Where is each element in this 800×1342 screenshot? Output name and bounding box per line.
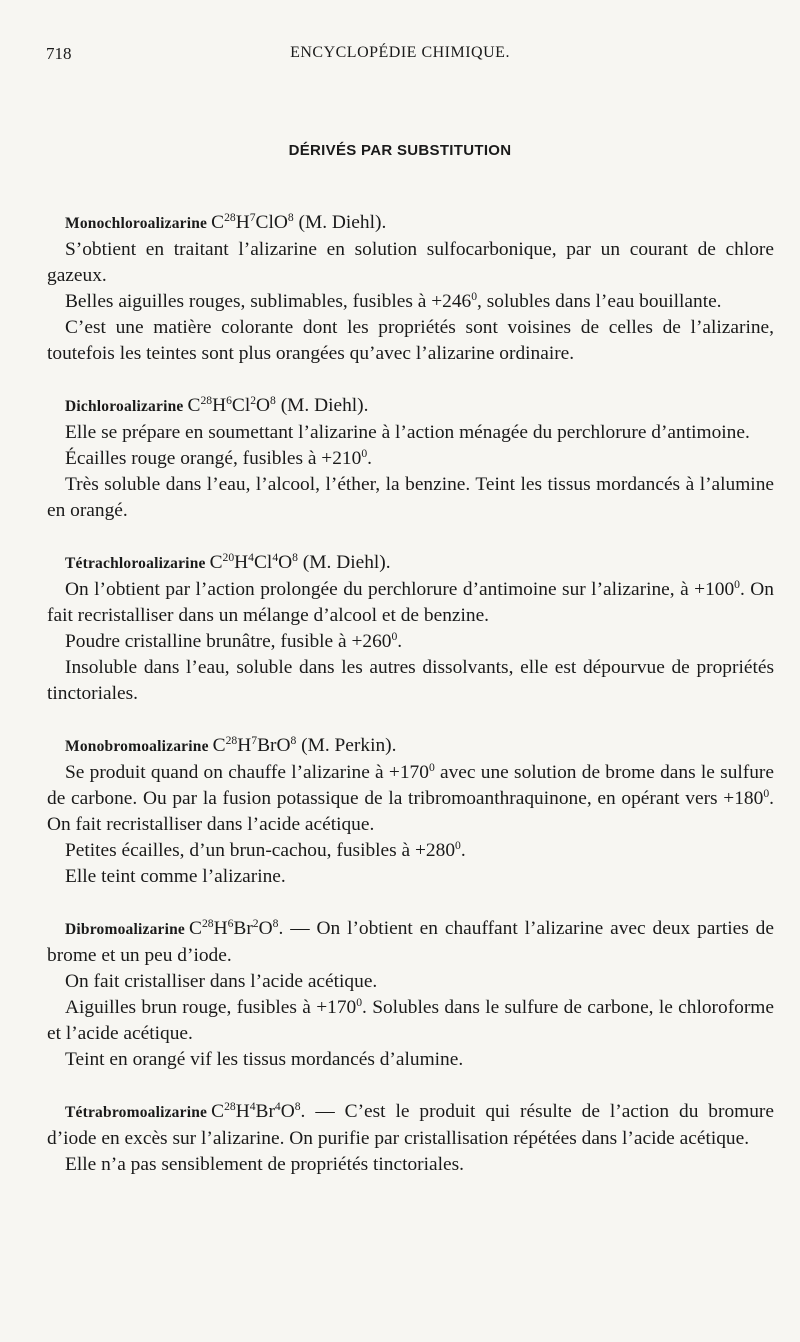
compound-formula: $C^{28}H^7ClO^8$ (M. Diehl). — [211, 211, 387, 233]
entry-paragraph: Elle teint comme l’alizarine. — [65, 866, 286, 887]
entry-heading — [47, 210, 774, 237]
entry-paragraph: Se produit quand on chauffe l’alizarine à $+170^0$ avec une solution de brome dans le sulfure de carbone. Ou par la fusion potassique de la tribromoanthraquinone, en opérant vers $+180^0$. On fait recristalliser dans l’acide acétique. — [47, 761, 774, 835]
entry-paragraph: Poudre cristalline brunâtre, fusible à $+260^0$. — [65, 630, 403, 652]
entry-paragraph: On fait cristalliser dans l’acide acétique. — [65, 971, 378, 992]
article-body — [47, 210, 774, 1178]
entry-paragraph: Aiguilles brun rouge, fusibles à $+170^0$. Solubles dans le sulfure de carbone, le chloroforme et l’acide acétique. — [47, 996, 774, 1044]
entry-heading — [47, 916, 774, 969]
compound-name: Tétrachloroalizarine — [65, 555, 206, 572]
entry-lead-text: — C’est le produit qui résulte de l’action du bromure d’iode en excès sur l’alizarine. On purifie par cristallisation répétées dans l’acide acétique. — [47, 1101, 774, 1149]
compound-entry — [47, 210, 774, 367]
compound-entry — [47, 1099, 774, 1178]
entry-paragraph: C’est une matière colorante dont les propriétés sont voisines de celles de l’alizarine, toutefois les teintes sont plus orangées qu’avec l’alizarine ordinaire. — [47, 317, 774, 364]
compound-name: Tétrabromoalizarine — [65, 1104, 208, 1121]
compound-name: Monobromoalizarine — [65, 738, 209, 755]
compound-name: Monochloroalizarine — [65, 215, 208, 232]
entry-paragraph: Belles aiguilles rouges, sublimables, fusibles à $+246^0$, solubles dans l’eau bouillante. — [65, 290, 722, 312]
compound-entry — [47, 916, 774, 1073]
entry-heading — [47, 550, 774, 577]
entry-heading — [47, 733, 774, 760]
compound-formula: $C^{28}H^6Br^2O^8$. — [189, 917, 284, 939]
entry-lead-text: — On l’obtient en chauffant l’alizarine avec deux parties de brome et un peu d’iode. — [47, 918, 774, 966]
compound-formula: $C^{28}H^7BrO^8$ (M. Perkin). — [212, 734, 397, 756]
compound-formula: $C^{28}H^6Cl^2O^8$ (M. Diehl). — [187, 394, 369, 416]
compound-name: Dichloroalizarine — [65, 398, 184, 415]
compound-formula: $C^{20}H^4Cl^4O^8$ (M. Diehl). — [209, 551, 391, 573]
entry-paragraph: Elle n’a pas sensiblement de propriétés tinctoriales. — [65, 1154, 464, 1175]
entry-paragraph: Elle se prépare en soumettant l’alizarine à l’action ménagée du perchlorure d’antimoine. — [65, 422, 750, 443]
entry-heading — [47, 393, 774, 420]
page-number: 718 — [46, 44, 72, 63]
section-title: DÉRIVÉS PAR SUBSTITUTION — [288, 142, 512, 159]
entry-paragraph: On l’obtient par l’action prolongée du perchlorure d’antimoine sur l’alizarine, à $+100^0$. On fait recristalliser dans un mélange d’alcool et de benzine. — [47, 578, 774, 626]
entry-paragraph: Insoluble dans l’eau, soluble dans les autres dissolvants, elle est dépourvue de propriétés tinctoriales. — [47, 657, 774, 704]
entry-paragraph: Petites écailles, d’un brun-cachou, fusibles à $+280^0$. — [65, 839, 466, 861]
running-head: ENCYCLOPÉDIE CHIMIQUE. — [290, 44, 510, 61]
entry-paragraph: S’obtient en traitant l’alizarine en solution sulfocarbonique, par un courant de chlore gazeux. — [47, 239, 774, 286]
compound-name: Dibromoalizarine — [65, 921, 186, 938]
entry-heading — [47, 1099, 774, 1152]
compound-entry — [47, 393, 774, 524]
compound-entry — [47, 550, 774, 707]
entry-paragraph: Teint en orangé vif les tissus mordancés d’alumine. — [65, 1049, 464, 1070]
compound-formula: $C^{28}H^4Br^4O^8$. — [211, 1100, 306, 1122]
entry-paragraph: Écailles rouge orangé, fusibles à $+210^0$. — [65, 447, 372, 469]
compound-entry — [47, 733, 774, 890]
entry-paragraph: Très soluble dans l’eau, l’alcool, l’éther, la benzine. Teint les tissus mordancés à l’alumine en orangé. — [47, 474, 774, 521]
